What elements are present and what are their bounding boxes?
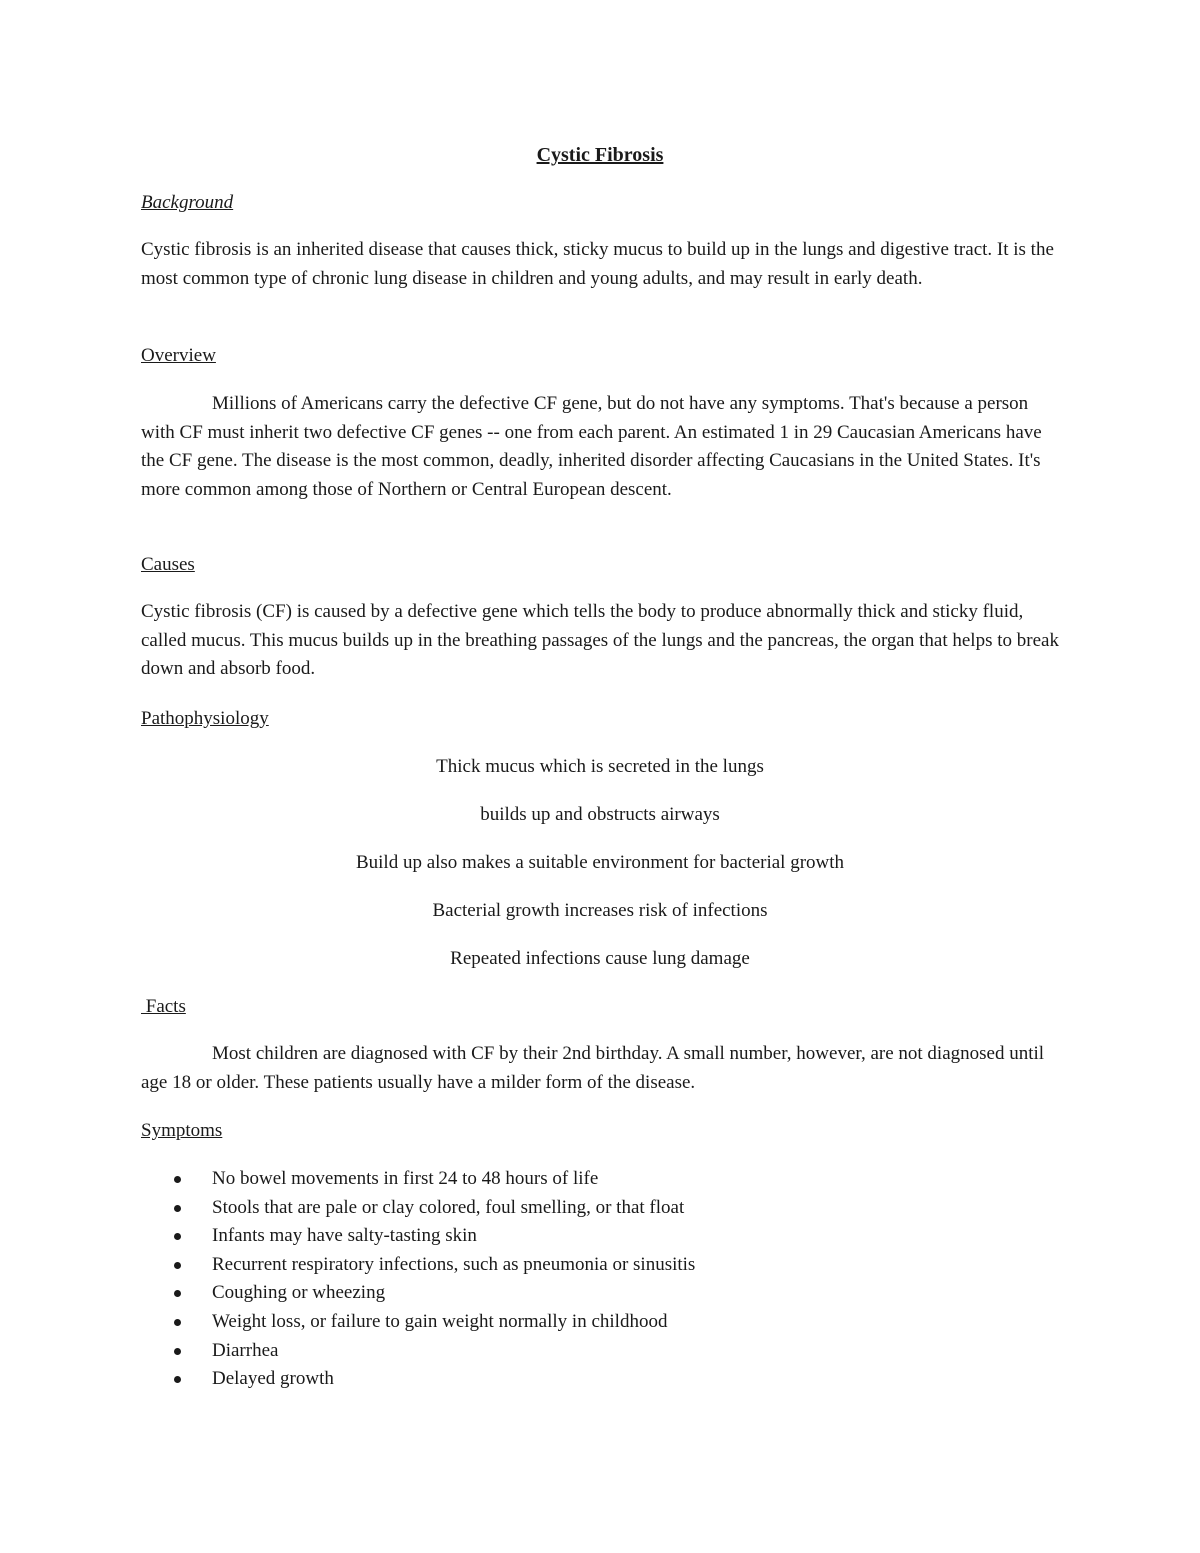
bullet-icon bbox=[174, 1290, 181, 1297]
pathophysiology-step: builds up and obstructs airways bbox=[480, 804, 720, 825]
document-title: Cystic Fibrosis bbox=[536, 144, 664, 166]
background-heading: Background bbox=[141, 192, 234, 213]
facts-heading: Facts bbox=[141, 996, 186, 1017]
symptom-item bbox=[141, 1222, 695, 1251]
symptom-item bbox=[141, 1251, 695, 1280]
overview-heading: Overview bbox=[141, 345, 216, 366]
overview-paragraph: Millions of Americans carry the defective CF gene, but do not have any symptoms. That's because a person with CF must inherit two defective CF genes -- one from each parent. An estimated 1 in 29 Caucasian Americans have the CF gene. The disease is the most common, deadly, inherited disorder affecting Caucasians in the United States. It's more common among those of Northern or Central European descent. bbox=[141, 393, 1042, 501]
symptom-text: Recurrent respiratory infections, such as pneumonia or sinusitis bbox=[212, 1253, 696, 1275]
symptom-text: Infants may have salty-tasting skin bbox=[212, 1225, 477, 1247]
symptom-item bbox=[141, 1337, 695, 1366]
symptom-text: Stools that are pale or clay colored, foul smelling, or that float bbox=[212, 1196, 685, 1218]
facts-paragraph: Most children are diagnosed with CF by their 2nd birthday. A small number, however, are not diagnosed until age 18 or older. These patients usually have a milder form of the disease. bbox=[141, 1043, 1045, 1093]
symptoms-list bbox=[141, 1165, 695, 1394]
bullet-icon bbox=[174, 1376, 181, 1383]
symptom-item bbox=[141, 1365, 695, 1394]
symptom-item bbox=[141, 1194, 695, 1223]
bullet-icon bbox=[174, 1205, 181, 1212]
symptom-item bbox=[141, 1165, 695, 1194]
pathophysiology-step: Build up also makes a suitable environment for bacterial growth bbox=[355, 852, 845, 873]
causes-paragraph: Cystic fibrosis (CF) is caused by a defective gene which tells the body to produce abnormally thick and sticky fluid, called mucus. This mucus builds up in the breathing passages of the lungs and the pancreas, the organ that helps to break down and absorb food. bbox=[141, 601, 1059, 680]
symptom-text: Coughing or wheezing bbox=[212, 1282, 386, 1304]
pathophysiology-step: Thick mucus which is secreted in the lungs bbox=[436, 756, 764, 777]
bullet-icon bbox=[174, 1348, 181, 1355]
symptom-item bbox=[141, 1279, 695, 1308]
symptom-text: Weight loss, or failure to gain weight normally in childhood bbox=[212, 1310, 668, 1332]
bullet-icon bbox=[174, 1233, 181, 1240]
causes-heading: Causes bbox=[141, 554, 195, 575]
symptom-item bbox=[141, 1308, 695, 1337]
pathophysiology-step: Repeated infections cause lung damage bbox=[450, 948, 750, 969]
symptom-text: Delayed growth bbox=[212, 1368, 334, 1390]
bullet-icon bbox=[174, 1176, 181, 1183]
pathophysiology-heading: Pathophysiology bbox=[141, 708, 269, 729]
pathophysiology-step: Bacterial growth increases risk of infections bbox=[432, 900, 768, 921]
symptom-text: No bowel movements in first 24 to 48 hours of life bbox=[212, 1168, 599, 1189]
bullet-icon bbox=[174, 1319, 181, 1326]
symptom-text: Diarrhea bbox=[212, 1339, 279, 1361]
background-paragraph: Cystic fibrosis is an inherited disease that causes thick, sticky mucus to build up in the lungs and digestive tract. It is the most common type of chronic lung disease in children and young adults, and may result in early death. bbox=[141, 239, 1054, 289]
symptoms-heading: Symptoms bbox=[141, 1120, 223, 1141]
bullet-icon bbox=[174, 1262, 181, 1269]
